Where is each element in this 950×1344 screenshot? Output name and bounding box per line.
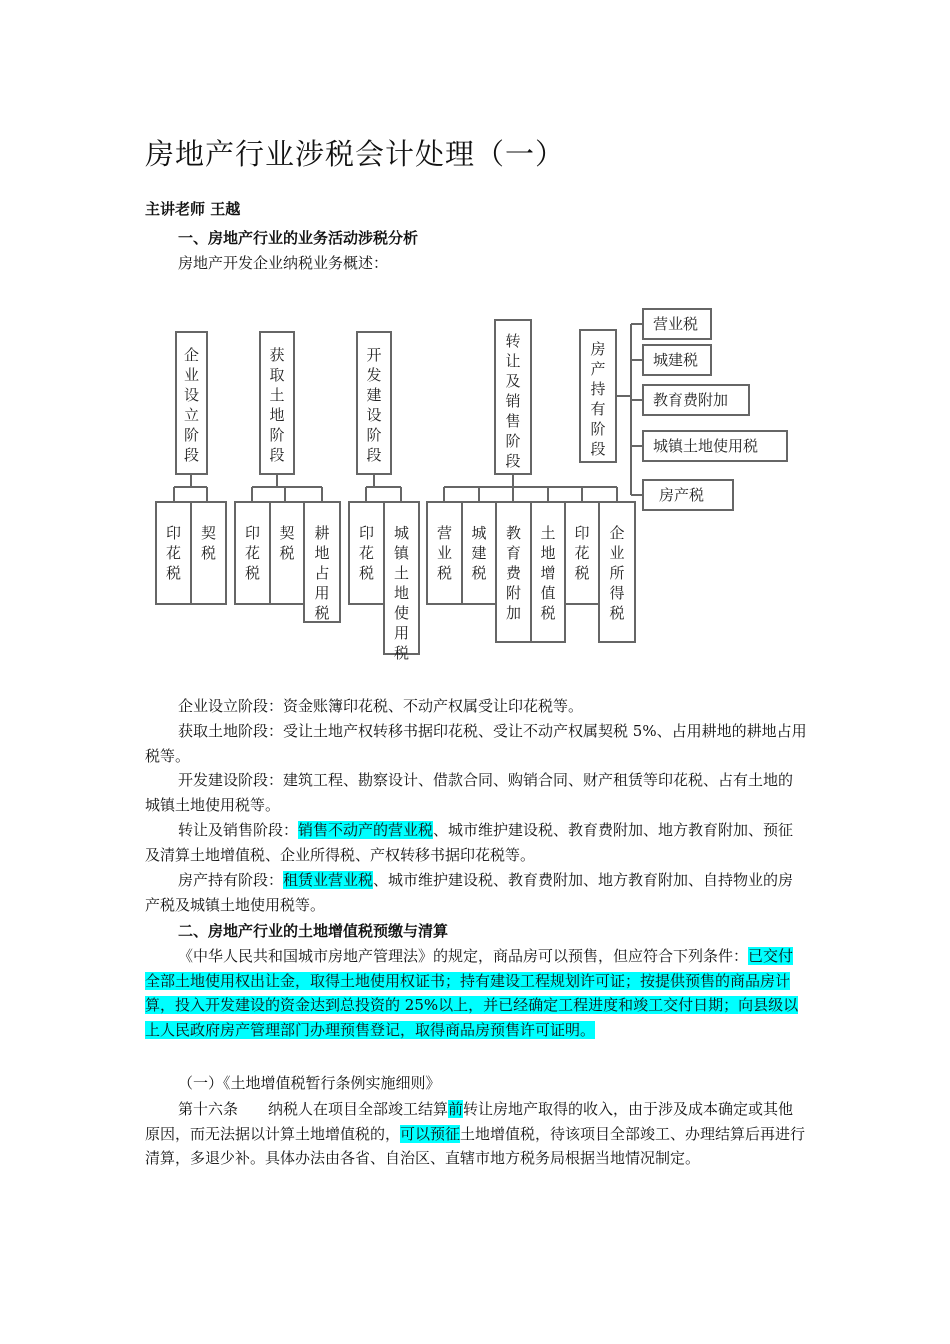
stage5-tax-label: 城建税 (653, 351, 699, 369)
stage4-tax-label: 教育费附加 (505, 524, 522, 622)
stage2-label: 获取土地阶段 (269, 346, 285, 464)
stage1-label: 企业设立阶段 (183, 346, 200, 464)
law-prefix: 《中华人民共和国城市房地产管理法》的规定，商品房可以预售，但应符合下列条件： (178, 947, 749, 965)
overview-label: 房地产开发企业纳税业务概述： (178, 254, 389, 272)
stage4-tax-label: 印花税 (574, 524, 590, 582)
stage4-prefix: 转让及销售阶段： (178, 821, 299, 839)
stage5-tax-label: 营业税 (653, 315, 699, 333)
stage5-tax-label: 房产税 (659, 486, 705, 504)
article16-part-b: 转让房地产取得的收入，由于涉及成本确定或其他原因，而无法据以计算土地增值税的， (145, 1100, 794, 1143)
law-highlight: 已交付全部土地使用权出让金，取得土地使用权证书；持有建设工程规划许可证；按提供预售的商品房计算，投入开发建设的资金达到总投资的 25%以上，并已经确定工程进度和竣工交付日期；向县级以上人民政府房产管理部门办理预售登记，取得商品房预售许可证明。 (145, 947, 799, 1039)
stage2-tax-label: 耕地占用税 (314, 524, 330, 622)
stage5-suffix: 、城市维护建设税、教育费附加、地方教育附加、自持物业的房产税及城镇土地使用税等。 (145, 871, 794, 914)
article16-paragraph (145, 1097, 807, 1171)
stage1-paragraph: 企业设立阶段：资金账簿印花税、不动产权属受让印花税等。 (178, 697, 584, 715)
stage5-tax-label: 教育费附加 (653, 391, 729, 409)
page-title: 房地产行业涉税会计处理（一） (145, 137, 566, 171)
stage5-paragraph (145, 868, 807, 917)
article16-part-c: 土地增值税，待该项目全部竣工、办理结算后再进行清算，多退少补。具体办法由各省、自治区、直辖市地方税务局根据当地情况制定。 (145, 1124, 806, 1167)
article16-part-a: 第十六条 纳税人在项目全部竣工结算 (178, 1100, 449, 1118)
subsection1-heading: （一）《土地增值税暂行条例实施细则》 (178, 1074, 441, 1092)
stage3-tax-label: 印花税 (358, 524, 375, 582)
stage1-tax-label: 契税 (200, 524, 217, 562)
stage5-label: 房产持有阶段 (590, 340, 606, 458)
stage3-label: 开发建设阶段 (366, 346, 382, 464)
stage5-highlight: 租赁业营业税 (283, 871, 374, 889)
section1-heading: 一、房地产行业的业务活动涉税分析 (178, 229, 419, 247)
article16-highlight-2: 可以预征 (400, 1124, 461, 1143)
tax-stage-diagram (145, 282, 807, 680)
stage2-paragraph: 获取土地阶段：受让土地产权转移书据印花税、受让不动产权属契税 5%、占用耕地的耕地占用税等。 (145, 722, 807, 765)
stage4-highlight: 销售不动产的营业税 (298, 821, 434, 839)
law-paragraph (145, 944, 807, 1042)
stage2-tax-label: 契税 (279, 524, 295, 562)
stage5-group (580, 309, 787, 510)
author-line: 主讲老师 王越 (145, 200, 241, 218)
stage5-prefix: 房产持有阶段： (178, 871, 284, 889)
stage3-tax-label: 城镇土地使用税 (393, 524, 410, 662)
stage4-tax-label: 城建税 (471, 524, 487, 582)
stage4-paragraph (145, 818, 807, 867)
stage5-tax-label: 城镇土地使用税 (653, 437, 759, 455)
stage2-tax-label: 印花税 (244, 524, 261, 582)
stage4-tax-label: 企业所得税 (609, 524, 625, 622)
section2-heading: 二、房地产行业的土地增值税预缴与清算 (178, 922, 449, 940)
stage1-tax-label: 印花税 (165, 524, 182, 582)
article16-highlight-1: 前 (448, 1100, 464, 1118)
stage4-label: 转让及销售阶段 (505, 332, 521, 470)
stage4-tax-label: 土地增值税 (540, 524, 556, 622)
stage3-paragraph: 开发建设阶段：建筑工程、勘察设计、借款合同、购销合同、财产租赁等印花税、占有土地的城镇土地使用税等。 (145, 771, 794, 814)
stage4-tax-label: 营业税 (436, 524, 453, 582)
stage4-suffix: 、城市维护建设税、教育费附加、地方教育附加、预征及清算土地增值税、企业所得税、产权转移书据印花税等。 (145, 821, 794, 864)
